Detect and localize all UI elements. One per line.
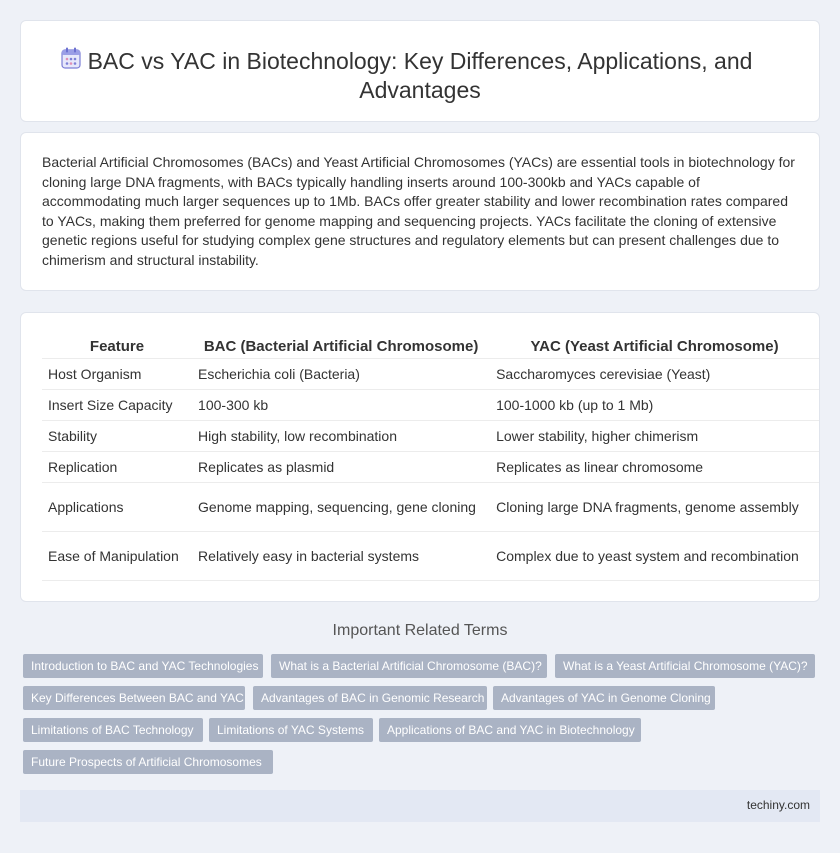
related-tag[interactable]: Key Differences Between BAC and YAC [23, 686, 245, 710]
bac-cell: 100-300 kb [192, 389, 490, 420]
feature-cell: Host Organism [42, 358, 192, 389]
related-tag[interactable]: What is a Bacterial Artificial Chromosome (BAC)? [271, 654, 547, 678]
feature-cell: Ease of Manipulation [42, 531, 192, 580]
table-row [42, 482, 819, 531]
related-terms-title: Important Related Terms [332, 622, 508, 639]
bac-cell: Relatively easy in bacterial systems [192, 531, 490, 580]
related-tag[interactable]: Applications of BAC and YAC in Biotechnology [379, 718, 641, 742]
yac-cell: Complex due to yeast system and recombination [490, 531, 819, 580]
comparison-card [20, 312, 820, 602]
footer-site[interactable]: techiny.com [746, 798, 810, 812]
related-tag[interactable]: Future Prospects of Artificial Chromosomes [23, 750, 273, 774]
comparison-table [42, 332, 819, 581]
related-tag[interactable]: Advantages of YAC in Genome Cloning [493, 686, 715, 710]
table-row [42, 420, 819, 451]
bac-cell: Replicates as plasmid [192, 451, 490, 482]
header-feature: Feature [42, 332, 192, 358]
yac-cell: Lower stability, higher chimerism [490, 420, 819, 451]
table-row [42, 389, 819, 420]
yac-cell: Replicates as linear chromosome [490, 451, 819, 482]
footer [20, 790, 820, 822]
header-bac: BAC (Bacterial Artificial Chromosome) [192, 332, 490, 358]
related-tag[interactable]: Limitations of YAC Systems [209, 718, 373, 742]
header-card [20, 20, 820, 122]
related-tag[interactable]: Introduction to BAC and YAC Technologies [23, 654, 263, 678]
feature-cell: Insert Size Capacity [42, 389, 192, 420]
feature-cell: Replication [42, 451, 192, 482]
related-tag[interactable]: Limitations of BAC Technology [23, 718, 203, 742]
related-tag[interactable]: Advantages of BAC in Genomic Research [253, 686, 487, 710]
table-header-row [42, 332, 819, 358]
table-row [42, 531, 819, 580]
bac-cell: High stability, low recombination [192, 420, 490, 451]
yac-cell: 100-1000 kb (up to 1 Mb) [490, 389, 819, 420]
bac-cell: Genome mapping, sequencing, gene cloning [192, 482, 490, 531]
table-row [42, 358, 819, 389]
related-tag[interactable]: What is a Yeast Artificial Chromosome (YAC)? [555, 654, 815, 678]
feature-cell: Applications [42, 482, 192, 531]
yac-cell: Cloning large DNA fragments, genome assembly [490, 482, 819, 531]
intro-card [20, 132, 820, 291]
page-title: BAC vs YAC in Biotechnology: Key Differences, Applications, and Advantages [87, 48, 753, 103]
table-row [42, 451, 819, 482]
bac-cell: Escherichia coli (Bacteria) [192, 358, 490, 389]
intro-paragraph: Bacterial Artificial Chromosomes (BACs) and Yeast Artificial Chromosomes (YACs) are essential tools in biotechnology for cloning large DNA fragments, with BACs typically handling inserts around 100-300kb and YACs capable of accommodating much larger sequences up to 1Mb. BACs offer greater stability and lower recombination rates compared to YACs, making them preferred for genome mapping and sequencing projects. YACs facilitate the cloning of extensive genetic regions useful for studying complex gene structures and regulatory elements but can present challenges due to chimerism and structural instability. [42, 154, 795, 268]
header-yac: YAC (Yeast Artificial Chromosome) [490, 332, 819, 358]
feature-cell: Stability [42, 420, 192, 451]
yac-cell: Saccharomyces cerevisiae (Yeast) [490, 358, 819, 389]
